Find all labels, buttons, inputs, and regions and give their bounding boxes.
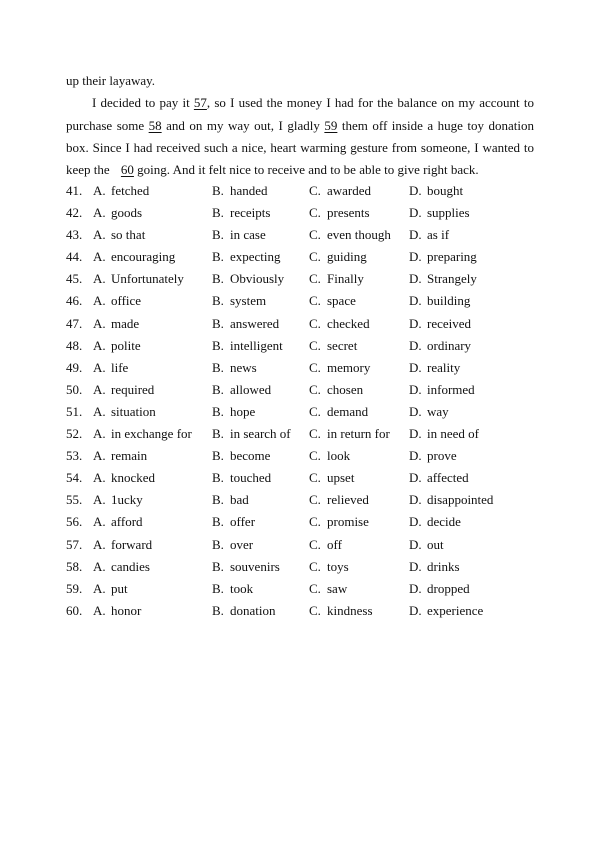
option-text: bad [230, 492, 249, 508]
option-c [309, 600, 373, 622]
question-number: 56. [66, 514, 83, 530]
option-text: allowed [230, 381, 272, 397]
question-row [66, 401, 536, 423]
option-text: in need of [427, 426, 479, 442]
option-d [409, 246, 477, 268]
option-text: experience [427, 602, 484, 618]
option-a [93, 290, 141, 312]
option-letter: C. [309, 536, 321, 552]
option-text: dropped [427, 580, 470, 596]
option-letter: C. [309, 514, 321, 530]
option-text: remain [111, 448, 148, 464]
option-text: intelligent [230, 337, 283, 353]
option-letter: D. [409, 271, 422, 287]
option-letter: B. [212, 514, 224, 530]
option-letter: A. [93, 205, 106, 221]
passage-text: and on my way out, I gladly [161, 117, 325, 133]
option-text: space [327, 293, 356, 309]
question-number: 59. [66, 580, 83, 596]
option-d [409, 335, 471, 357]
option-text: donation [230, 602, 276, 618]
option-letter: B. [212, 536, 224, 552]
option-a [93, 534, 152, 556]
passage-text: , so I used the money I had for the balance on my account to purchase some [66, 95, 534, 133]
option-letter: C. [309, 271, 321, 287]
option-letter: A. [93, 558, 106, 574]
option-text: polite [111, 337, 141, 353]
question-number: 42. [66, 205, 83, 221]
options-list [66, 180, 536, 622]
option-letter: C. [309, 337, 321, 353]
option-c [309, 246, 367, 268]
option-letter: A. [93, 602, 106, 618]
passage-paragraph [66, 92, 534, 181]
option-a [93, 357, 128, 379]
option-c [309, 224, 391, 246]
option-letter: D. [409, 558, 422, 574]
option-letter: C. [309, 426, 321, 442]
option-c [309, 489, 369, 511]
option-text: Unfortunately [111, 271, 184, 287]
option-c [309, 556, 349, 578]
option-c [309, 423, 390, 445]
option-letter: B. [212, 492, 224, 508]
option-letter: A. [93, 426, 106, 442]
option-letter: A. [93, 249, 106, 265]
option-letter: C. [309, 602, 321, 618]
option-d [409, 556, 460, 578]
question-number: 53. [66, 448, 83, 464]
option-c [309, 202, 370, 224]
option-letter: B. [212, 448, 224, 464]
option-c [309, 445, 350, 467]
option-c [309, 268, 364, 290]
option-letter: C. [309, 183, 321, 198]
option-letter: D. [409, 293, 422, 309]
option-c [309, 357, 370, 379]
option-a [93, 511, 143, 533]
question-row [66, 224, 536, 246]
blank-58: 58 [148, 117, 162, 133]
option-a [93, 379, 154, 401]
option-a [93, 423, 192, 445]
option-a [93, 202, 142, 224]
option-text: affected [427, 470, 469, 486]
option-text: promise [327, 514, 369, 530]
question-row [66, 268, 536, 290]
option-letter: A. [93, 337, 106, 353]
option-c [309, 534, 342, 556]
option-a [93, 401, 156, 423]
option-letter: B. [212, 271, 224, 287]
option-text: made [111, 315, 140, 331]
option-text: in case [230, 227, 266, 243]
option-letter: C. [309, 448, 321, 464]
option-a [93, 578, 128, 600]
option-letter: B. [212, 315, 224, 331]
question-row [66, 600, 536, 622]
option-c [309, 290, 356, 312]
option-d [409, 180, 463, 202]
question-row [66, 335, 536, 357]
option-d [409, 202, 470, 224]
option-text: off [327, 536, 342, 552]
option-text: in return for [327, 426, 390, 442]
option-letter: D. [409, 337, 422, 353]
option-letter: C. [309, 403, 321, 419]
question-row [66, 180, 536, 202]
option-text: checked [327, 315, 370, 331]
option-letter: A. [93, 183, 106, 198]
question-number: 41. [66, 183, 83, 198]
option-letter: B. [212, 205, 224, 221]
option-letter: B. [212, 227, 224, 243]
option-letter: C. [309, 249, 321, 265]
option-b [212, 202, 270, 224]
option-text: answered [230, 315, 280, 331]
option-d [409, 511, 461, 533]
option-letter: B. [212, 359, 224, 375]
option-b [212, 534, 253, 556]
option-text: disappointed [427, 492, 494, 508]
question-number: 46. [66, 293, 83, 309]
option-text: saw [327, 580, 348, 596]
option-text: way [427, 403, 449, 419]
option-text: candies [111, 558, 150, 574]
option-c [309, 578, 347, 600]
passage-text: I decided to pay it [92, 95, 194, 111]
option-text: Obviously [230, 271, 285, 287]
option-text: honor [111, 602, 142, 618]
option-a [93, 445, 147, 467]
option-letter: C. [309, 470, 321, 486]
question-number: 48. [66, 337, 83, 353]
question-number: 47. [66, 315, 83, 331]
option-letter: D. [409, 227, 422, 243]
option-text: took [230, 580, 254, 596]
option-a [93, 224, 145, 246]
option-c [309, 313, 370, 335]
question-number: 60. [66, 602, 83, 618]
option-letter: B. [212, 602, 224, 618]
option-b [212, 401, 255, 423]
option-letter: D. [409, 492, 422, 508]
option-text: touched [230, 470, 272, 486]
option-letter: B. [212, 580, 224, 596]
option-letter: A. [93, 381, 106, 397]
option-text: chosen [327, 381, 364, 397]
option-d [409, 578, 470, 600]
option-text: become [230, 448, 271, 464]
blank-60: 60 [120, 162, 134, 178]
question-row [66, 423, 536, 445]
option-letter: B. [212, 426, 224, 442]
option-letter: B. [212, 337, 224, 353]
question-row [66, 445, 536, 467]
option-letter: C. [309, 205, 321, 221]
option-letter: D. [409, 448, 422, 464]
option-b [212, 180, 268, 202]
option-text: life [111, 359, 129, 375]
option-text: demand [327, 403, 369, 419]
question-row [66, 357, 536, 379]
question-number: 51. [66, 403, 83, 419]
option-letter: D. [409, 602, 422, 618]
option-letter: D. [409, 580, 422, 596]
option-d [409, 489, 493, 511]
question-number: 52. [66, 426, 83, 442]
option-c [309, 511, 369, 533]
option-text: fetched [111, 183, 150, 198]
option-text: in exchange for [111, 426, 192, 442]
option-letter: A. [93, 227, 106, 243]
option-text: building [427, 293, 471, 309]
option-letter: A. [93, 293, 106, 309]
question-row [66, 511, 536, 533]
option-text: memory [327, 359, 371, 375]
option-text: bought [427, 183, 464, 198]
option-letter: B. [212, 558, 224, 574]
option-text: reality [427, 359, 461, 375]
option-letter: A. [93, 359, 106, 375]
option-letter: A. [93, 271, 106, 287]
option-text: even though [327, 227, 391, 243]
option-text: Finally [327, 271, 364, 287]
option-letter: B. [212, 293, 224, 309]
option-a [93, 335, 141, 357]
option-text: souvenirs [230, 558, 280, 574]
option-text: guiding [327, 249, 367, 265]
option-d [409, 268, 477, 290]
option-letter: A. [93, 492, 106, 508]
option-text: decide [427, 514, 461, 530]
option-letter: D. [409, 403, 422, 419]
option-b [212, 489, 249, 511]
option-letter: A. [93, 315, 106, 331]
option-letter: D. [409, 205, 422, 221]
option-text: knocked [111, 470, 156, 486]
question-number: 43. [66, 227, 83, 243]
option-d [409, 357, 460, 379]
question-number: 45. [66, 271, 83, 287]
option-a [93, 268, 184, 290]
option-text: presents [327, 205, 370, 221]
option-c [309, 467, 354, 489]
option-a [93, 246, 175, 268]
option-letter: C. [309, 293, 321, 309]
option-text: in search of [230, 426, 291, 442]
option-letter: A. [93, 448, 106, 464]
option-a [93, 313, 139, 335]
option-b [212, 268, 284, 290]
question-number: 57. [66, 536, 83, 552]
option-text: received [427, 315, 472, 331]
option-letter: D. [409, 381, 422, 397]
option-c [309, 379, 363, 401]
option-b [212, 290, 266, 312]
option-letter: D. [409, 426, 422, 442]
option-b [212, 445, 270, 467]
option-letter: B. [212, 470, 224, 486]
question-number: 44. [66, 249, 83, 265]
question-row [66, 534, 536, 556]
option-d [409, 423, 479, 445]
question-number: 50. [66, 381, 83, 397]
option-d [409, 313, 471, 335]
option-d [409, 379, 475, 401]
option-letter: D. [409, 470, 422, 486]
option-letter: D. [409, 359, 422, 375]
option-b [212, 556, 280, 578]
option-text: relieved [327, 492, 369, 508]
option-text: prove [427, 448, 457, 464]
question-row [66, 578, 536, 600]
option-text: upset [327, 470, 355, 486]
option-text: forward [111, 536, 153, 552]
option-letter: C. [309, 558, 321, 574]
option-letter: A. [93, 514, 106, 530]
option-b [212, 600, 276, 622]
option-text: encouraging [111, 249, 176, 265]
option-letter: B. [212, 403, 224, 419]
option-a [93, 180, 149, 202]
option-b [212, 467, 271, 489]
option-text: afford [111, 514, 143, 530]
option-letter: C. [309, 227, 321, 243]
option-text: as if [427, 227, 450, 243]
question-row [66, 379, 536, 401]
option-a [93, 467, 155, 489]
option-text: kindness [327, 602, 373, 618]
option-d [409, 445, 457, 467]
option-text: hope [230, 403, 256, 419]
option-text: awarded [327, 183, 372, 198]
question-number: 55. [66, 492, 83, 508]
option-b [212, 313, 279, 335]
option-text: supplies [427, 205, 470, 221]
question-row [66, 202, 536, 224]
option-letter: A. [93, 580, 106, 596]
option-a [93, 556, 150, 578]
option-a [93, 489, 143, 511]
option-text: informed [427, 381, 475, 397]
question-row [66, 489, 536, 511]
option-letter: A. [93, 536, 106, 552]
option-text: 1ucky [111, 492, 143, 508]
option-letter: D. [409, 249, 422, 265]
option-text: situation [111, 403, 156, 419]
question-number: 49. [66, 359, 83, 375]
option-letter: D. [409, 315, 422, 331]
option-letter: B. [212, 249, 224, 265]
passage-text: going. And it felt nice to receive and to be able to give right back. [133, 162, 479, 178]
option-letter: D. [409, 536, 422, 552]
option-text: preparing [427, 249, 477, 265]
option-d [409, 600, 483, 622]
option-b [212, 224, 266, 246]
option-d [409, 401, 449, 423]
passage [66, 70, 534, 181]
option-text: news [230, 359, 257, 375]
question-row [66, 246, 536, 268]
question-number: 58. [66, 558, 83, 574]
option-letter: A. [93, 403, 106, 419]
option-c [309, 401, 368, 423]
option-letter: A. [93, 470, 106, 486]
option-text: look [327, 448, 351, 464]
option-text: receipts [230, 205, 271, 221]
option-letter: C. [309, 381, 321, 397]
option-c [309, 335, 357, 357]
option-letter: C. [309, 315, 321, 331]
option-letter: C. [309, 359, 321, 375]
option-letter: D. [409, 514, 422, 530]
option-d [409, 534, 444, 556]
option-letter: B. [212, 183, 224, 198]
option-text: handed [230, 183, 268, 198]
option-text: office [111, 293, 142, 309]
option-text: secret [327, 337, 358, 353]
blank-59: 59 [324, 117, 338, 133]
option-text: expecting [230, 249, 281, 265]
question-row [66, 290, 536, 312]
option-text: so that [111, 227, 146, 243]
option-letter: D. [409, 183, 422, 198]
option-letter: B. [212, 381, 224, 397]
option-text: over [230, 536, 254, 552]
option-a [93, 600, 141, 622]
option-b [212, 335, 283, 357]
option-text: ordinary [427, 337, 472, 353]
option-d [409, 224, 449, 246]
option-text: drinks [427, 558, 460, 574]
question-row [66, 313, 536, 335]
option-b [212, 423, 291, 445]
option-text: put [111, 580, 128, 596]
option-b [212, 357, 257, 379]
passage-line-continued: up their layaway. [66, 73, 156, 88]
option-text: Strangely [427, 271, 477, 287]
option-c [309, 180, 371, 202]
option-letter: C. [309, 580, 321, 596]
option-text: out [427, 536, 444, 552]
option-text: offer [230, 514, 256, 530]
blank-57: 57 [193, 95, 207, 111]
option-text: system [230, 293, 267, 309]
option-letter: C. [309, 492, 321, 508]
passage-text: them off inside a huge toy donation box. Since I had received such a nice, heart warming gesture from someone, I wanted to keep the [66, 117, 534, 178]
option-text: toys [327, 558, 349, 574]
option-b [212, 578, 253, 600]
option-text: goods [111, 205, 143, 221]
option-b [212, 246, 281, 268]
option-d [409, 467, 469, 489]
option-d [409, 290, 470, 312]
question-row [66, 556, 536, 578]
question-row [66, 467, 536, 489]
option-b [212, 379, 271, 401]
option-text: required [111, 381, 155, 397]
question-number: 54. [66, 470, 83, 486]
option-b [212, 511, 255, 533]
